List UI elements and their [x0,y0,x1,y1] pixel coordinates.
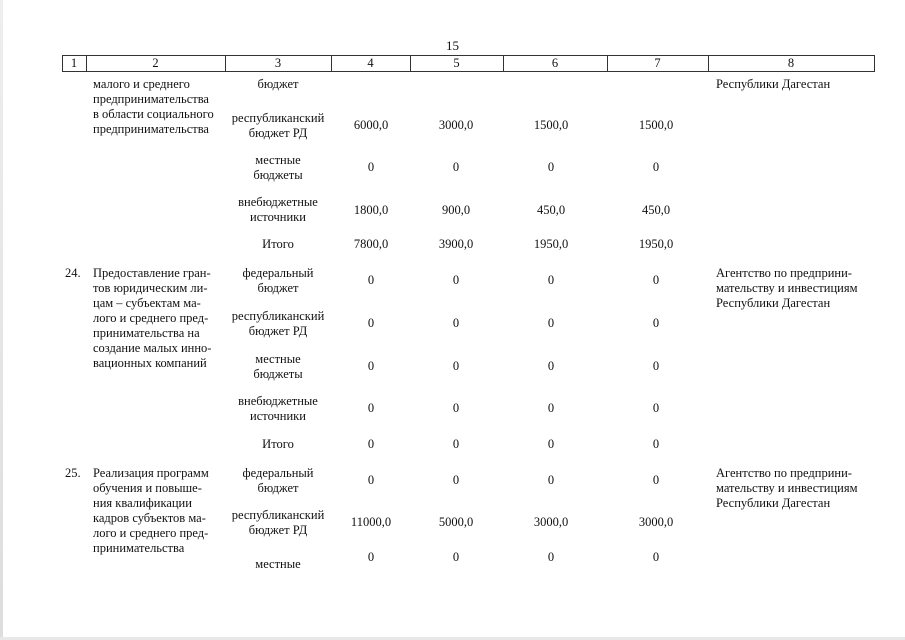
scan-edge [0,0,3,640]
value-total: 11000,0 [350,515,392,529]
value-year-2: 0 [547,550,555,564]
funding-source: внебюджетные источники [238,394,318,423]
measure-name: Предоставление гран- тов юридическим ли- цам – субъектам ма- лого и среднего пред- принимательства на создание малых инно- вационных компаний [93,266,212,370]
value-year-3: 450,0 [641,203,671,217]
value-year-1: 0 [452,316,460,330]
funding-source: федеральный бюджет [242,266,314,295]
value-total: 0 [367,273,375,287]
value-year-2: 0 [547,316,555,330]
row-number: 24. [65,266,81,280]
value-total: 0 [367,437,375,451]
value-year-2: 450,0 [536,203,566,217]
page-number: 15 [446,38,459,53]
value-year-1: 3000,0 [438,118,474,132]
value-year-1: 0 [452,437,460,451]
header-divider [874,55,875,72]
value-year-2: 0 [547,473,555,487]
value-total: 0 [367,473,375,487]
value-year-3: 0 [652,437,660,451]
value-year-2: 0 [547,401,555,415]
header-col-8: 8 [787,56,795,70]
value-year-1: 0 [452,473,460,487]
value-year-3: 0 [652,316,660,330]
header-col-2: 2 [152,56,159,70]
value-total: 7800,0 [353,237,389,251]
header-bottom-rule [62,71,875,72]
value-year-3: 0 [652,473,660,487]
value-year-1: 0 [452,160,460,174]
value-year-3: 0 [652,160,660,174]
funding-total-label: Итого [262,437,294,451]
value-year-1: 0 [452,273,460,287]
value-year-3: 0 [652,550,660,564]
funding-source: республиканский бюджет РД [231,111,325,140]
funding-total-label: Итого [262,237,294,251]
value-year-2: 1950,0 [533,237,569,251]
value-year-2: 0 [547,160,555,174]
value-total: 0 [367,160,375,174]
value-total: 0 [367,316,375,330]
value-year-2: 0 [547,359,555,373]
value-total: 0 [367,550,375,564]
value-year-2: 1500,0 [533,118,569,132]
value-year-3: 1950,0 [638,237,674,251]
value-year-3: 1500,0 [638,118,674,132]
value-total: 6000,0 [353,118,389,132]
value-year-3: 0 [652,401,660,415]
executor: Агентство по предприни- мательству и инвестициям Республики Дагестан [716,266,858,310]
funding-source: республиканский бюджет РД [231,309,325,338]
funding-source: внебюджетные источники [238,195,318,224]
value-total: 0 [367,401,375,415]
executor: Агентство по предприни- мательству и инвестициям Республики Дагестан [716,466,858,510]
row-number: 25. [65,466,81,480]
header-col-4: 4 [367,56,374,70]
header-col-6: 6 [551,56,559,70]
value-year-3: 3000,0 [638,515,674,529]
funding-source: местные бюджеты [253,153,303,182]
header-col-1: 1 [70,56,78,70]
measure-name: малого и среднего предпринимательства в области социального предпринимательства [93,77,214,136]
value-year-1: 900,0 [441,203,471,217]
funding-source: местные [255,557,301,571]
value-year-3: 0 [652,359,660,373]
funding-source: республиканский бюджет РД [231,508,325,537]
value-year-1: 0 [452,550,460,564]
value-total: 0 [367,359,375,373]
funding-source: федеральный бюджет [242,466,314,495]
header-col-7: 7 [654,56,661,70]
value-year-2: 0 [547,273,555,287]
value-year-2: 0 [547,437,555,451]
value-year-3: 0 [652,273,660,287]
header-col-5: 5 [453,56,460,70]
funding-source: бюджет [257,77,299,91]
header-col-3: 3 [274,56,282,70]
value-year-1: 0 [452,401,460,415]
value-total: 1800,0 [353,203,389,217]
funding-source: местные бюджеты [253,352,303,381]
executor: Республики Дагестан [716,77,831,91]
value-year-1: 3900,0 [438,237,474,251]
measure-name: Реализация программ обучения и повыше- ния квалификации кадров субъектов ма- лого и среднего пред- принимательства [93,466,209,555]
value-year-2: 3000,0 [533,515,569,529]
value-year-1: 5000,0 [438,515,474,529]
value-year-1: 0 [452,359,460,373]
